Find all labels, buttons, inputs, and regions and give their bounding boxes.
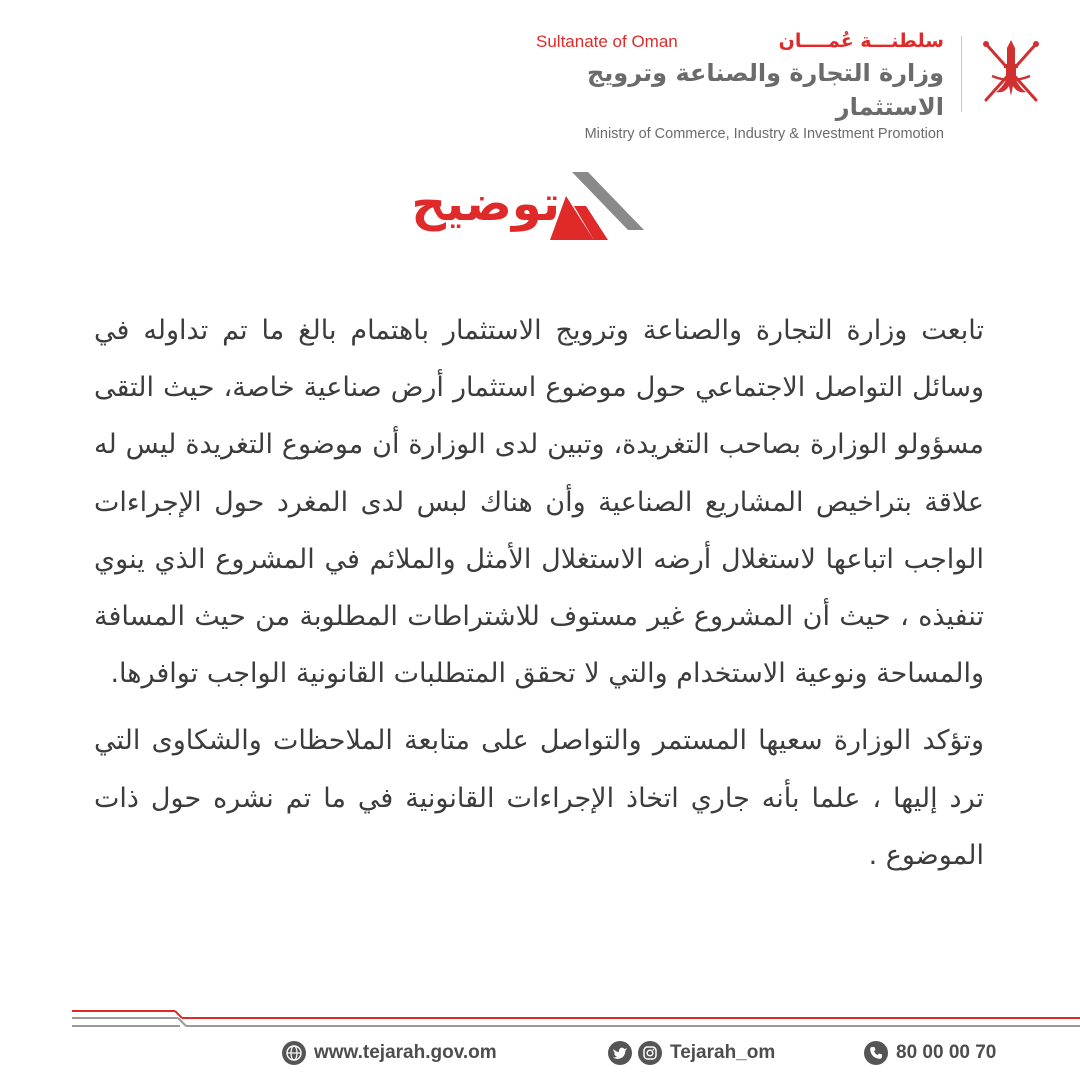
footer-phone[interactable]: [864, 1036, 996, 1070]
sultanate-name-en: Sultanate of Oman: [536, 32, 678, 51]
title-block: [411, 166, 650, 250]
globe-icon: [282, 1041, 306, 1065]
statement-paragraph-2: وتؤكد الوزارة سعيها المستمر والتواصل على متابعة الملاحظات والشكاوى التي ترد إليها ، علما بأنه جاري اتخاذ الإجراءات القانونية في ما تم نشره حول ذات الموضوع .: [94, 725, 984, 871]
footer-decorative-lines: [0, 1008, 1080, 1032]
title-graphic-icon: [550, 170, 646, 242]
twitter-icon[interactable]: [608, 1041, 632, 1065]
header-text: [524, 30, 944, 142]
footer: [0, 1036, 1080, 1070]
ministry-name-ar: وزارة التجارة والصناعة وترويج الاستثمار: [587, 59, 944, 121]
website-link[interactable]: www.tejarah.gov.om: [314, 1042, 497, 1063]
ministry-name-en: Ministry of Commerce, Industry & Investment Promotion: [584, 126, 944, 142]
instagram-icon[interactable]: [638, 1041, 662, 1065]
footer-website[interactable]: [282, 1036, 497, 1070]
header: [522, 30, 1042, 142]
statement-paragraph-1: تابعت وزارة التجارة والصناعة وترويج الاستثمار باهتمام بالغ ما تم تداوله في وسائل التواصل الاجتماعي حول موضوع استثمار أرض صناعية خاصة، حيث التقى مسؤولو الوزارة بصاحب التغريدة، وتبين لدى الوزارة أن موضوع التغريدة ليس له علاقة بتراخيص المشاريع الصناعية وأن هناك لبس لدى المغرد حول الإجراءات الواجب اتباعها لاستغلال أرضه الاستغلال الأمثل والملائم في المشروع الذي ينوي تنفيذه ، حيث أن المشروع غير مستوف للاشتراطات المطلوبة من حيث المسافة والمساحة ونوعية الاستخدام والتي لا تحقق المتطلبات القانونية الواجب توافرها.: [94, 315, 984, 690]
statement-body: [94, 302, 984, 884]
footer-social[interactable]: [608, 1036, 775, 1070]
sultanate-name-ar: سلطنـــة عُمــــان: [778, 30, 944, 52]
social-handle[interactable]: Tejarah_om: [670, 1042, 776, 1063]
phone-number[interactable]: 80 00 00 70: [896, 1042, 997, 1063]
header-divider: [961, 36, 962, 112]
oman-emblem-icon: [980, 34, 1042, 110]
page-title: توضيح: [411, 176, 560, 232]
phone-icon: [864, 1041, 888, 1065]
